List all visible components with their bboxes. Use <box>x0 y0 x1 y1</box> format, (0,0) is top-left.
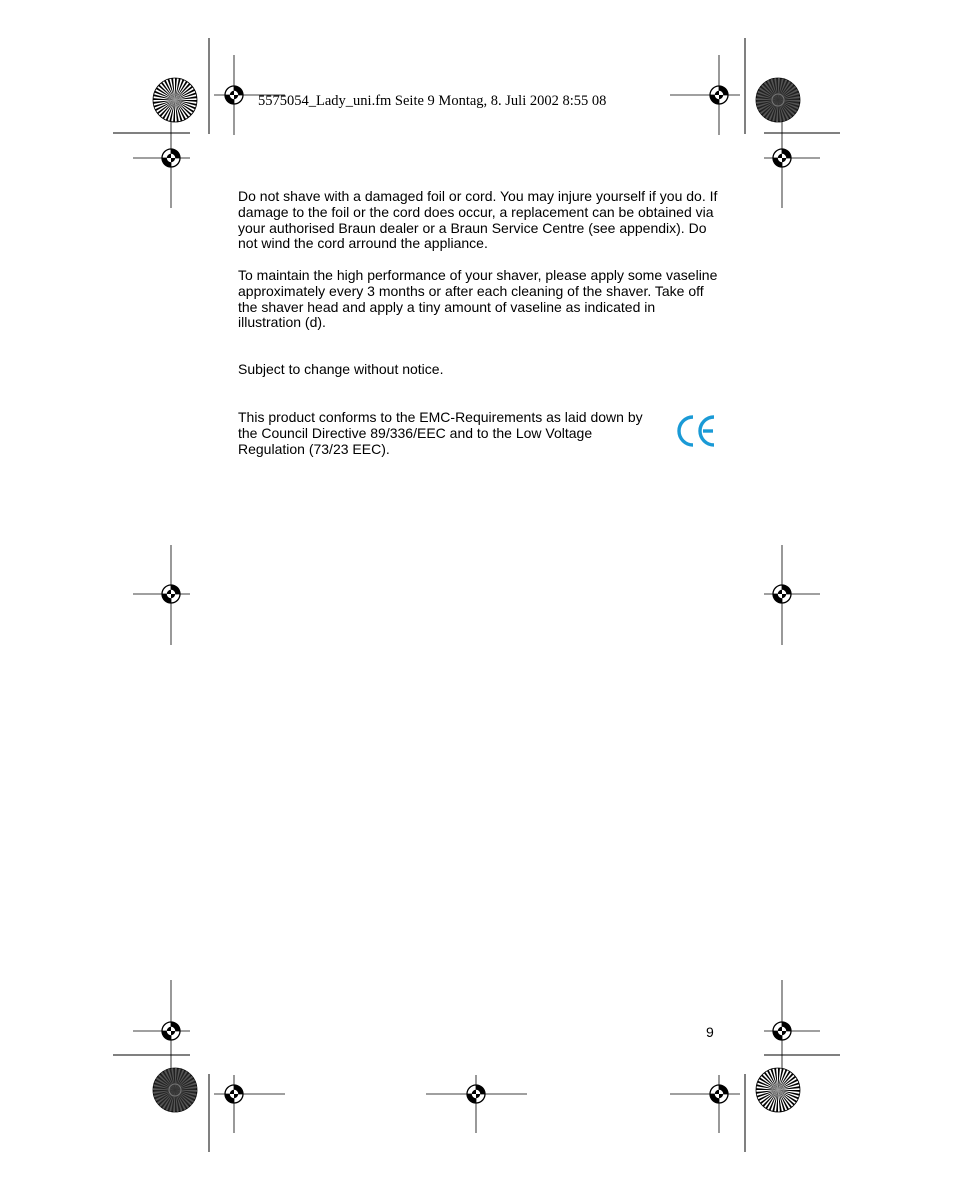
notice-paragraph: Subject to change without notice. <box>238 361 444 377</box>
file-info-header: 5575054_Lady_uni.fm Seite 9 Montag, 8. Juli 2002 8:55 08 <box>258 93 607 109</box>
starburst-bottom-right-icon <box>756 1068 800 1112</box>
maintenance-paragraph: To maintain the high performance of your shaver, please apply some vaseline approximately every 3 months or after each cleaning of the shaver. Take off the shaver head and apply a tiny amount of vaseline as indicated in illustration (d). <box>238 267 718 331</box>
starburst-bottom-left-icon <box>153 1068 197 1112</box>
ce-mark-icon <box>676 413 716 449</box>
foil-warning-paragraph: Do not shave with a damaged foil or cord. You may injure yourself if you do. If damage to the foil or the cord does occur, a replacement can be obtained via your authorised Braun dealer or a Braun Service Centre (see appendix). Do not wind the cord arround the appliance. <box>238 188 718 252</box>
starburst-top-left-icon <box>153 78 197 122</box>
page-number: 9 <box>706 1024 714 1040</box>
conformity-paragraph: This product conforms to the EMC-Requirements as laid down by the Council Directive 89/336/EEC and to the Low Voltage Regulation (73/23 EEC). <box>238 409 643 457</box>
starburst-top-right-icon <box>756 78 800 122</box>
